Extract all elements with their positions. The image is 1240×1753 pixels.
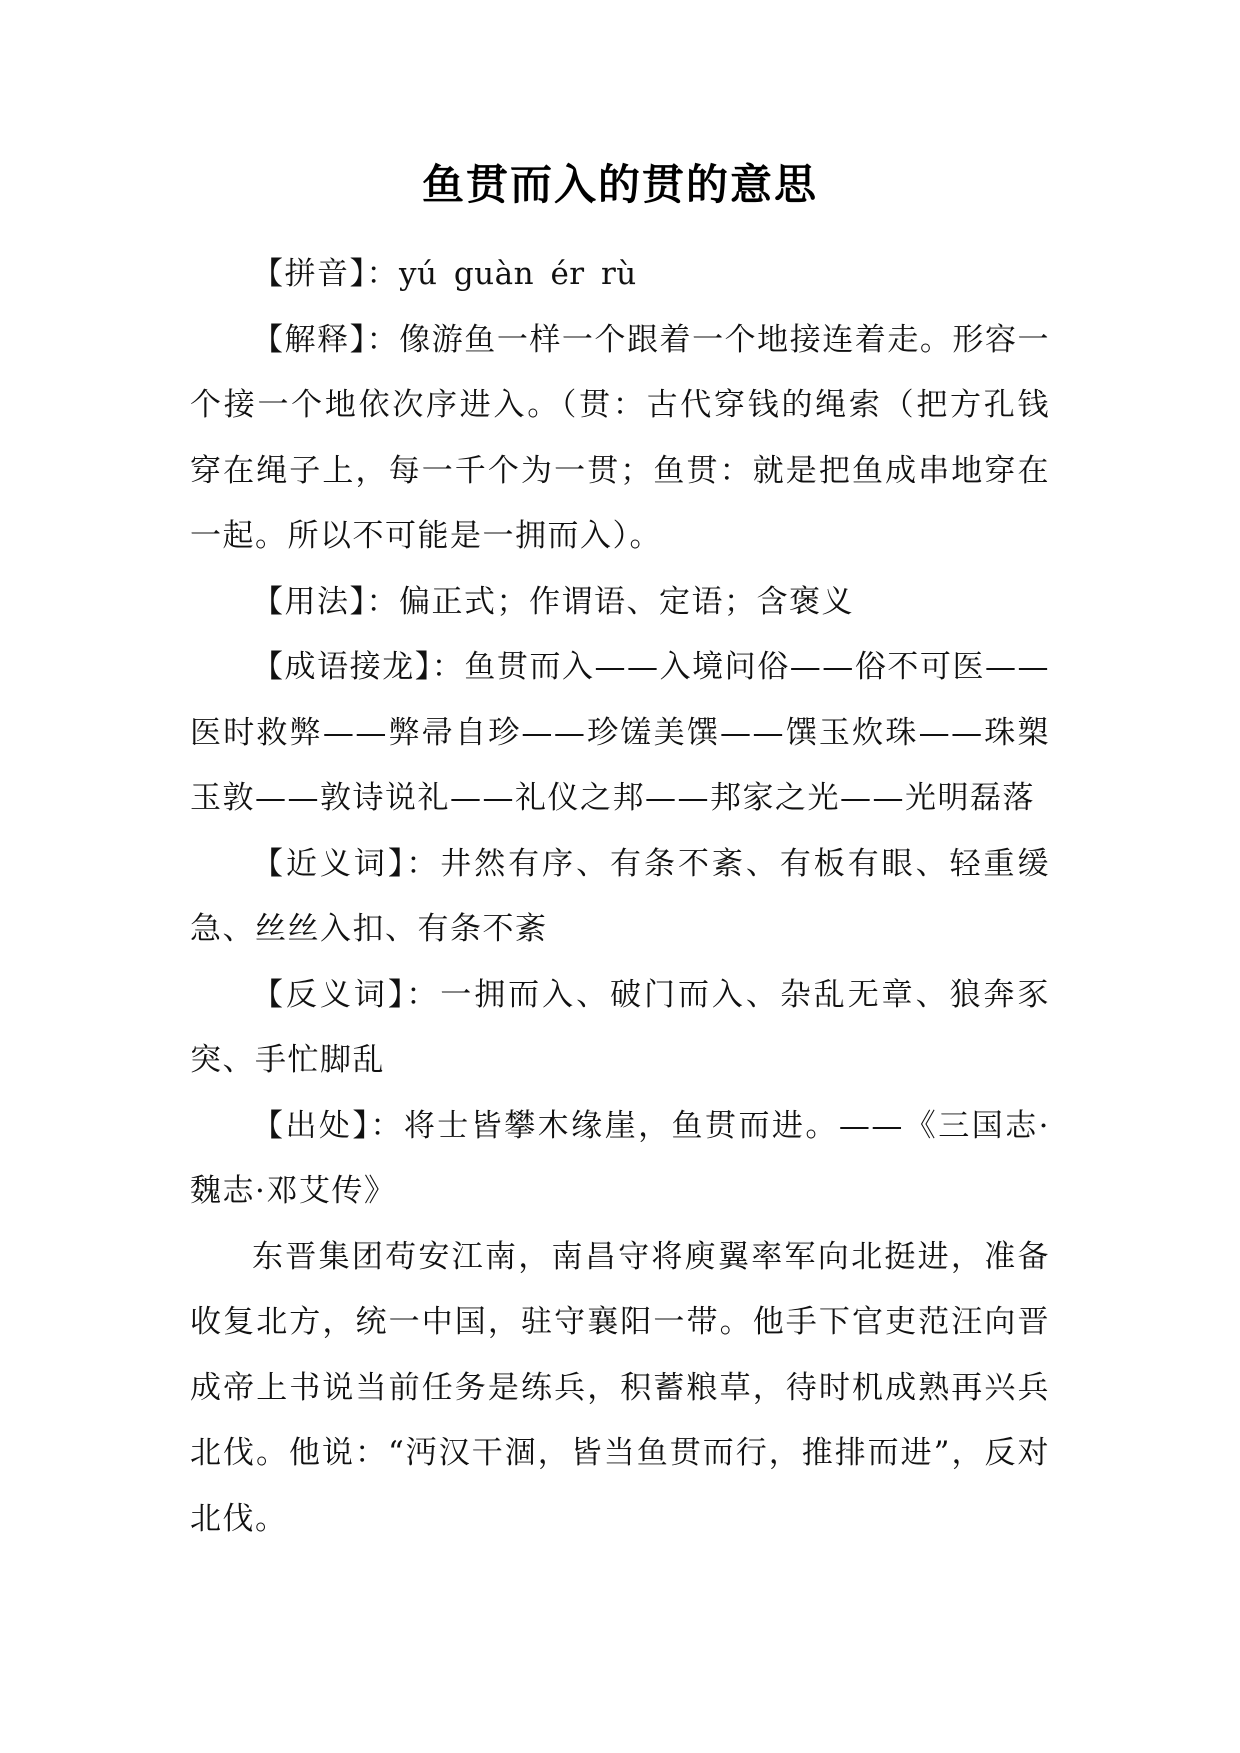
usage-text: 偏正式；作谓语、定语；含褒义 [399,583,854,620]
source-text: 将士皆攀木缘崖，鱼贯而进。——《三国志·魏志·邓艾传》 [190,1107,1051,1209]
pinyin-paragraph [190,242,1050,308]
story-paragraph: 东晋集团苟安江南，南昌守将庾翼率军向北挺进，准备收复北方，统一中国，驻守襄阳一带。他手下官吏范汪向晋成帝上书说当前任务是练兵，积蓄粮草，待时机成熟再兴兵北伐。他说：“沔汉干涸，皆当鱼贯而行，推排而进”，反对北伐。 [190,1238,1050,1537]
antonyms-text: 一拥而入、破门而入、杂乱无章、狼奔豕突、手忙脚乱 [190,976,1051,1078]
chain-paragraph [190,635,1050,832]
document-title: 鱼贯而入的贯的意思 [421,160,818,209]
explanation-text: 像游鱼一样一个跟着一个地接连着走。形容一个接一个地依次序进入。（贯：古代穿钱的绳索（把方孔钱穿在绳子上，每一千个为一贯；鱼贯：就是把鱼成串地穿在一起。所以不可能是一拥而入）。 [190,321,1051,554]
chain-label: 【成语接龙】： [252,649,465,685]
usage-label: 【用法】： [252,583,399,620]
source-label: 【出处】： [252,1107,404,1144]
usage-paragraph [190,570,1050,636]
synonyms-text: 井然有序、有条不紊、有板有眼、轻重缓急、丝丝入扣、有条不紊 [190,845,1051,947]
synonyms-label: 【近义词】： [252,845,441,882]
chain-text: 鱼贯而入——入境问俗——俗不可医——医时救弊——弊帚自珍——珍馐美馔——馔玉炊珠——珠槊玉敦——敦诗说礼——礼仪之邦——邦家之光——光明磊落 [190,649,1051,816]
explanation-label: 【解释】： [252,321,400,358]
antonyms-label: 【反义词】： [252,976,441,1013]
document-body [190,242,1050,1552]
pinyin-text: yú guàn ér rù [399,256,637,292]
pinyin-label: 【拼音】： [252,256,399,292]
explanation-paragraph [190,308,1050,570]
source-paragraph [190,1094,1050,1225]
antonyms-paragraph [190,963,1050,1094]
synonyms-paragraph [190,832,1050,963]
